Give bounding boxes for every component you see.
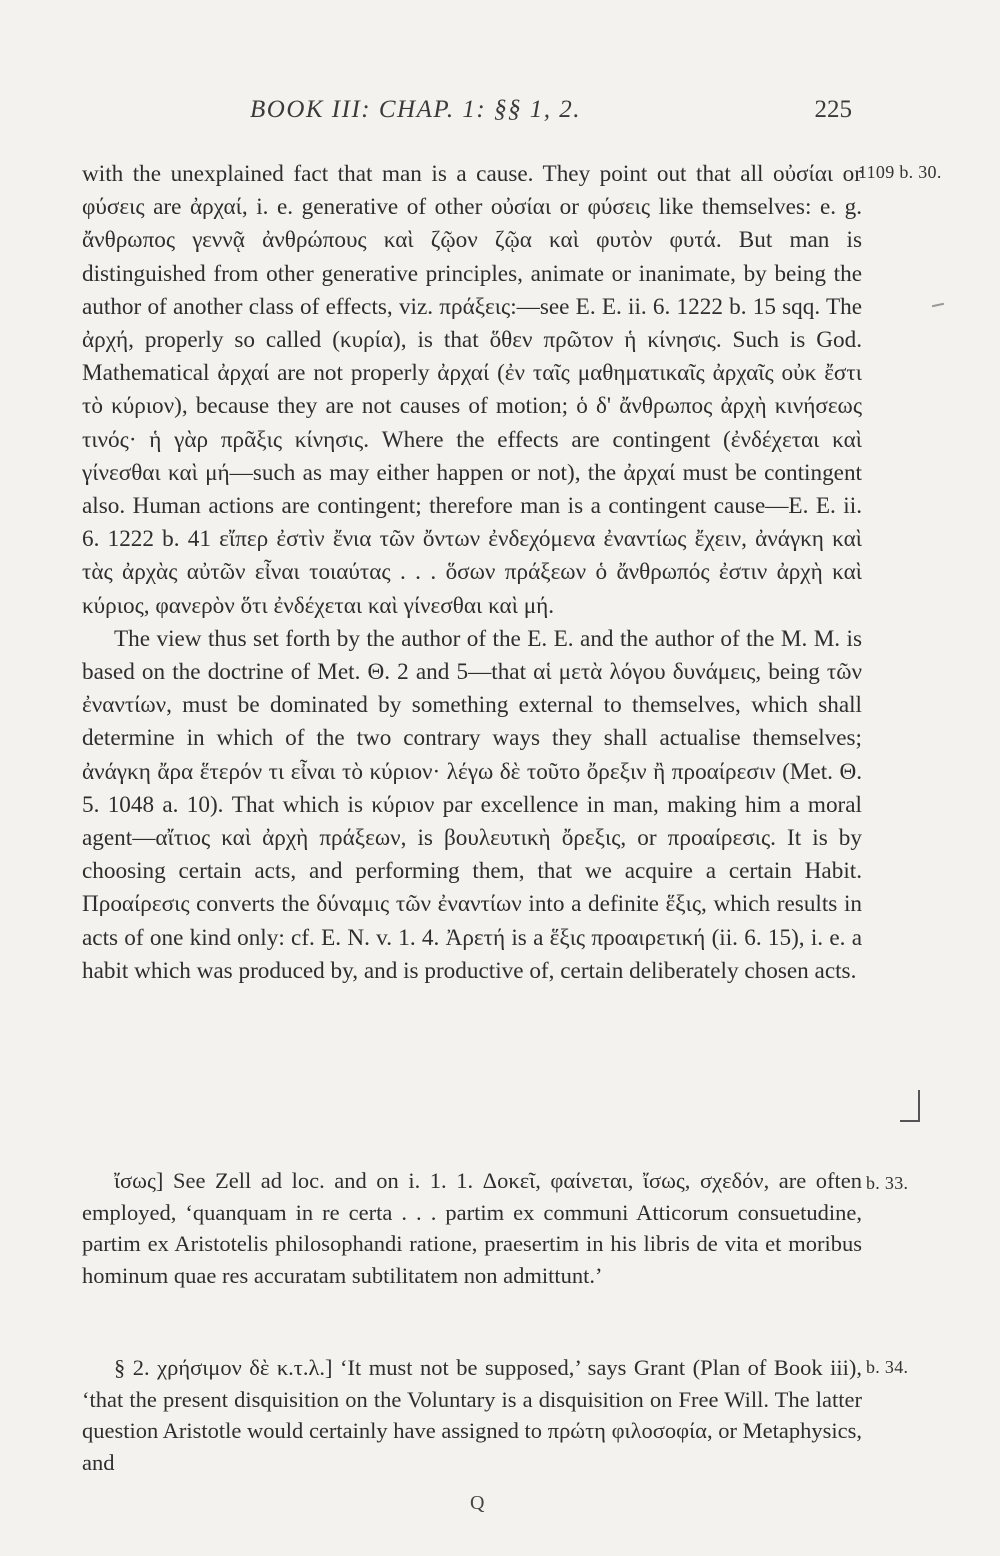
- paragraph: with the unexplained fact that man is a cause. They point out that all οὐσίαι or φύσεις are ἀρχαί, i. e. generative of other οὐσίαι or φύσεις like themselves: e. g. ἄνθρωπος γεννᾷ ἀνθρώπους καὶ ζῷον ζῷα καὶ φυτὸν φυτά. But man is distinguished from other generative principles, animate or inanimate, by being the author of another class of effects, viz. πράξεις:—see E. E. ii. 6. 1222 b. 15 sqq. The ἀρχή, properly so called (κυρία), is that ὅθεν πρῶτον ἡ κίνησις. Such is God. Mathematical ἀρχαί are not properly ἀρχαί (ἐν ταῖς μαθηματικαῖς ἀρχαῖς οὐκ ἔστι τὸ κύριον), because they are not causes of motion; ὁ δ' ἄνθρωπος ἀρχὴ κινήσεως τινός· ἡ γὰρ πρᾶξις κίνησις. Where the effects are contingent (ἐνδέχεται καὶ γίνεσθαι καὶ μή—such as may either happen or not), the ἀρχαί must be contingent also. Human actions are contingent; therefore man is a contingent cause—E. E. ii. 6. 1222 b. 41 εἴπερ ἐστὶν ἔνια τῶν ὄντων ἐνδεχόμενα ἐναντίως ἔχειν, ἀνάγκη καὶ τὰς ἀρχὰς αὐτῶν εἶναι τοιαύτας . . . ὅσων πράξεων ὁ ἄνθρωπός ἐστιν ἀρχὴ καὶ κύριος, φανερὸν ὅτι ἐνδέχεται καὶ γίνεσθαι καὶ μή.: [82, 161, 862, 619]
- running-header: [250, 96, 850, 124]
- page-number: 225: [814, 96, 852, 123]
- paragraph: The view thus set forth by the author of the E. E. and the author of the M. M. is based on the doctrine of Met. Θ. 2 and 5—that αἱ μετὰ λόγου δυνάμεις, being τῶν ἐναντίων, must be dominated by something external to themselves, which shall determine in which of the two contrary ways they shall actualise themselves; ἀνάγκη ἄρα ἕτερόν τι εἶναι τὸ κύριον· λέγω δὲ τοῦτο ὄρεξιν ἢ προαίρεσιν (Met. Θ. 5. 1048 a. 10). That which is κύριον par excellence in man, making him a moral agent—αἴτιος καὶ ἀρχὴ πράξεων, is βουλευτικὴ ὄρεξις, or προαίρεσις. It is by choosing certain acts, and performing them, that we acquire a certain Habit. Προαίρεσις converts the δύναμις τῶν ἐναντίων into a definite ἕξις, which results in acts of one kind only: cf. E. N. v. 1. 4. Ἀρετή is a ἕξις προαιρετική (ii. 6. 15), i. e. a habit which was produced by, and is productive of, certain deliberately chosen acts.: [82, 625, 862, 984]
- pencil-mark: [932, 303, 944, 307]
- margin-reference: b. 34.: [866, 1357, 909, 1377]
- signature-mark: Q: [470, 1492, 485, 1514]
- commentary-block-main: [82, 158, 862, 988]
- paragraph: ἴσως] See Zell ad loc. and on i. 1. 1. Δοκεῖ, φαίνεται, ἴσως, σχεδόν, are often employed, ‘quanquam in re certa . . . partim ex communi Atticorum consuetudine, partim ex Aristotelis philosophandi ratione, praesertim in his libris de vita et moribus hominum quae res accuratam subtilitatem non admittunt.’: [82, 1168, 862, 1288]
- paragraph: § 2. χρήσιμον δὲ κ.τ.λ.] ‘It must not be supposed,’ says Grant (Plan of Book iii), ‘that the present disquisition on the Voluntary is a disquisition on Free Will. The latter question Aristotle would certainly have assigned to πρώτη φιλοσοφία, or Metaphysics, and: [82, 1355, 862, 1475]
- margin-reference: 1109 b. 30.: [858, 162, 942, 182]
- commentary-note-isos: [82, 1165, 862, 1291]
- margin-reference: b. 33.: [866, 1173, 909, 1193]
- pencil-bracket-mark: [900, 1090, 920, 1122]
- running-head-title: BOOK III: CHAP. 1: §§ 1, 2.: [250, 96, 581, 123]
- commentary-note-section-2: [82, 1352, 862, 1478]
